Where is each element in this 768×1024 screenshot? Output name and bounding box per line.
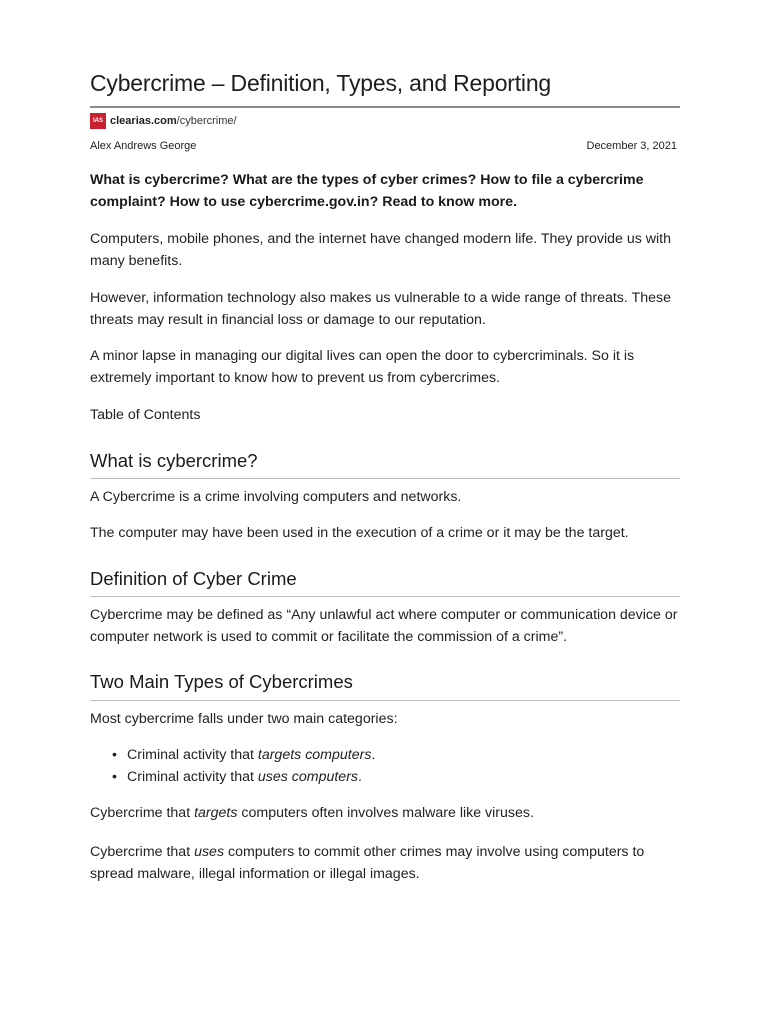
intro-paragraph: Computers, mobile phones, and the internet have changed modern life. They provide us with many benefits.: [90, 231, 671, 269]
list-item-suffix: .: [358, 769, 362, 785]
site-logo-icon: IAS: [90, 113, 106, 129]
section-divider: [90, 700, 680, 701]
section-paragraph: Most cybercrime falls under two main categories:: [90, 711, 398, 727]
list-item: [90, 744, 375, 766]
publish-date: December 3, 2021: [586, 140, 677, 152]
intro-paragraph: A minor lapse in managing our digital lives can open the door to cybercriminals. So it is extremely important to know how to prevent us from cybercrimes.: [90, 348, 635, 386]
paragraph-emphasis: uses: [194, 844, 225, 860]
list-item: [90, 766, 375, 788]
lead-paragraph: What is cybercrime? What are the types of cyber crimes? How to file a cybercrime complaint? How to use cybercrime.gov.in? Read to know more.: [90, 172, 644, 210]
article-title: Cybercrime – Definition, Types, and Reporting: [90, 70, 552, 96]
article-meta: [90, 140, 677, 152]
author-name: Alex Andrews George: [90, 140, 197, 152]
intro-paragraph: However, information technology also makes us vulnerable to a wide range of threats. These threats may result in financial loss or damage to our reputation.: [90, 290, 671, 328]
section-heading: Two Main Types of Cybercrimes: [90, 671, 353, 692]
section-paragraph: [90, 841, 680, 885]
title-divider: [90, 106, 680, 108]
section-divider: [90, 478, 680, 479]
paragraph-text: Cybercrime that: [90, 844, 195, 860]
source-path[interactable]: /cybercrime/: [176, 115, 237, 127]
section-paragraph: Cybercrime may be defined as “Any unlawful act where computer or communication device or computer network is used to commit or facilitate the commission of a crime”.: [90, 607, 678, 645]
category-list: [90, 744, 375, 788]
source-link[interactable]: [90, 113, 237, 129]
list-item-text: Criminal activity that: [127, 769, 258, 785]
section-heading: Definition of Cyber Crime: [90, 568, 297, 589]
list-item-emphasis: uses computers: [257, 769, 359, 785]
paragraph-text: Cybercrime that: [90, 805, 195, 821]
section-divider: [90, 596, 680, 597]
table-of-contents-toggle[interactable]: Table of Contents: [90, 407, 201, 423]
paragraph-emphasis: targets: [194, 805, 238, 821]
list-item-emphasis: targets computers: [257, 747, 372, 763]
section-paragraph: A Cybercrime is a crime involving computers and networks.: [90, 489, 462, 505]
section-heading: What is cybercrime?: [90, 450, 258, 471]
paragraph-text: computers often involves malware like viruses.: [237, 805, 534, 821]
source-domain[interactable]: clearias.com: [110, 115, 177, 127]
list-item-suffix: .: [371, 747, 376, 763]
section-paragraph: [90, 802, 680, 824]
section-paragraph: The computer may have been used in the execution of a crime or it may be the target.: [90, 525, 629, 541]
paragraph-text: computers to commit other crimes may involve using computers to spread malware, illegal information or illegal images.: [90, 844, 645, 882]
list-item-text: Criminal activity that: [127, 747, 258, 763]
